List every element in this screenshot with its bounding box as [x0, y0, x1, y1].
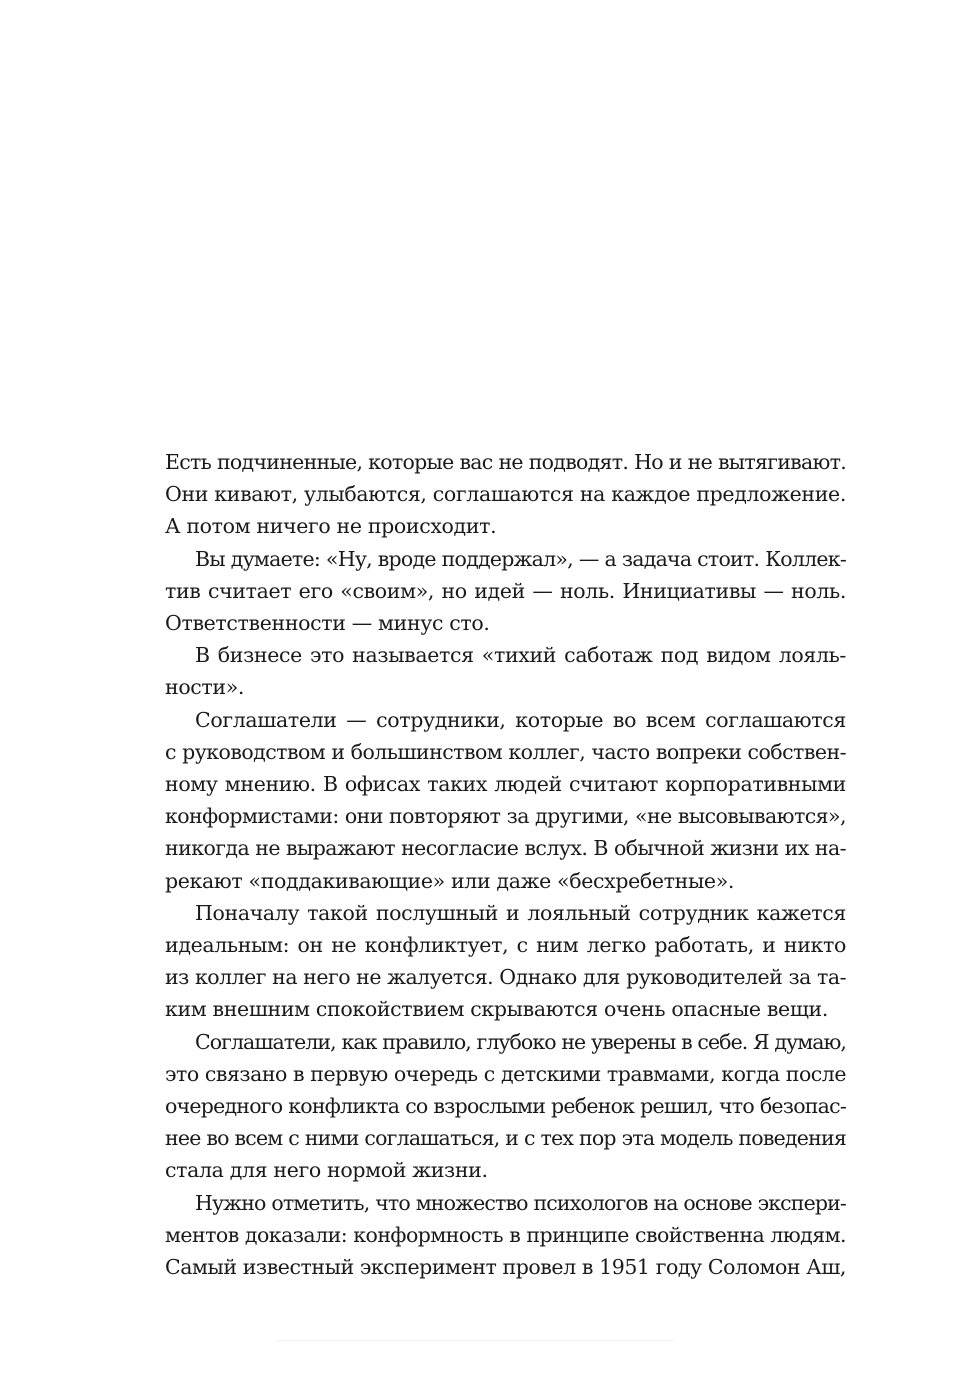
- text-line: Вы думаете: «Ну, вроде поддержал», — а задача стоит. Коллек-: [195, 546, 846, 571]
- text-line: рекают «поддакивающие» или даже «бесхребетные».: [165, 868, 735, 893]
- text-line: это связано в первую очередь с детскими травмами, когда после: [165, 1061, 846, 1086]
- text-line: стала для него нормой жизни.: [165, 1158, 488, 1183]
- text-line: ному мнению. В офисах таких людей считают корпоративными: [165, 772, 846, 797]
- text-line: нее во всем с ними соглашаться, и с тех пор эта модель поведения: [165, 1126, 846, 1151]
- text-line: ности».: [165, 675, 245, 700]
- text-line: Поначалу такой послушный и лояльный сотрудник кажется: [195, 900, 846, 925]
- text-line: Соглашатели — сотрудники, которые во всем соглашаются: [195, 707, 846, 732]
- text-line: Есть подчиненные, которые вас не подводят. Но и не вытягивают.: [165, 450, 846, 474]
- text-line: тив считает его «своим», но идей — ноль. Инициативы — ноль.: [165, 578, 846, 603]
- text-line: из коллег на него не жалуется. Однако для руководителей за та-: [165, 965, 846, 990]
- text-line: Они кивают, улыбаются, соглашаются на каждое предложение.: [165, 482, 846, 507]
- text-line: никогда не выражают несогласие вслух. В обычной жизни их на-: [165, 836, 846, 861]
- text-line: А потом ничего не происходит.: [165, 514, 497, 539]
- body-text: [165, 446, 846, 1283]
- text-line: ким внешним спокойствием скрываются очень опасные вещи.: [165, 997, 829, 1022]
- text-line: Соглашатели, как правило, глубоко не уверены в себе. Я думаю,: [195, 1029, 846, 1054]
- text-line: Ответственности — минус сто.: [165, 611, 490, 636]
- text-line: очередного конфликта со взрослыми ребенок решил, что безопас-: [165, 1094, 846, 1119]
- text-line: ментов доказали: конформность в принципе свойственна людям.: [165, 1222, 846, 1247]
- text-line: Самый известный эксперимент провел в 1951 году Соломон Аш,: [165, 1255, 846, 1280]
- text-line: идеальным: он не конфликтует, с ним легко работать, и никто: [165, 933, 846, 958]
- text-line: с руководством и большинством коллег, часто вопреки собствен-: [165, 739, 846, 764]
- text-line: В бизнесе это называется «тихий саботаж под видом лояль-: [195, 643, 846, 668]
- text-line: Нужно отметить, что множество психологов на основе экспери-: [195, 1190, 846, 1215]
- footer-divider: [276, 1340, 674, 1341]
- text-line: конформистами: они повторяют за другими, «не высовываются»,: [165, 804, 846, 829]
